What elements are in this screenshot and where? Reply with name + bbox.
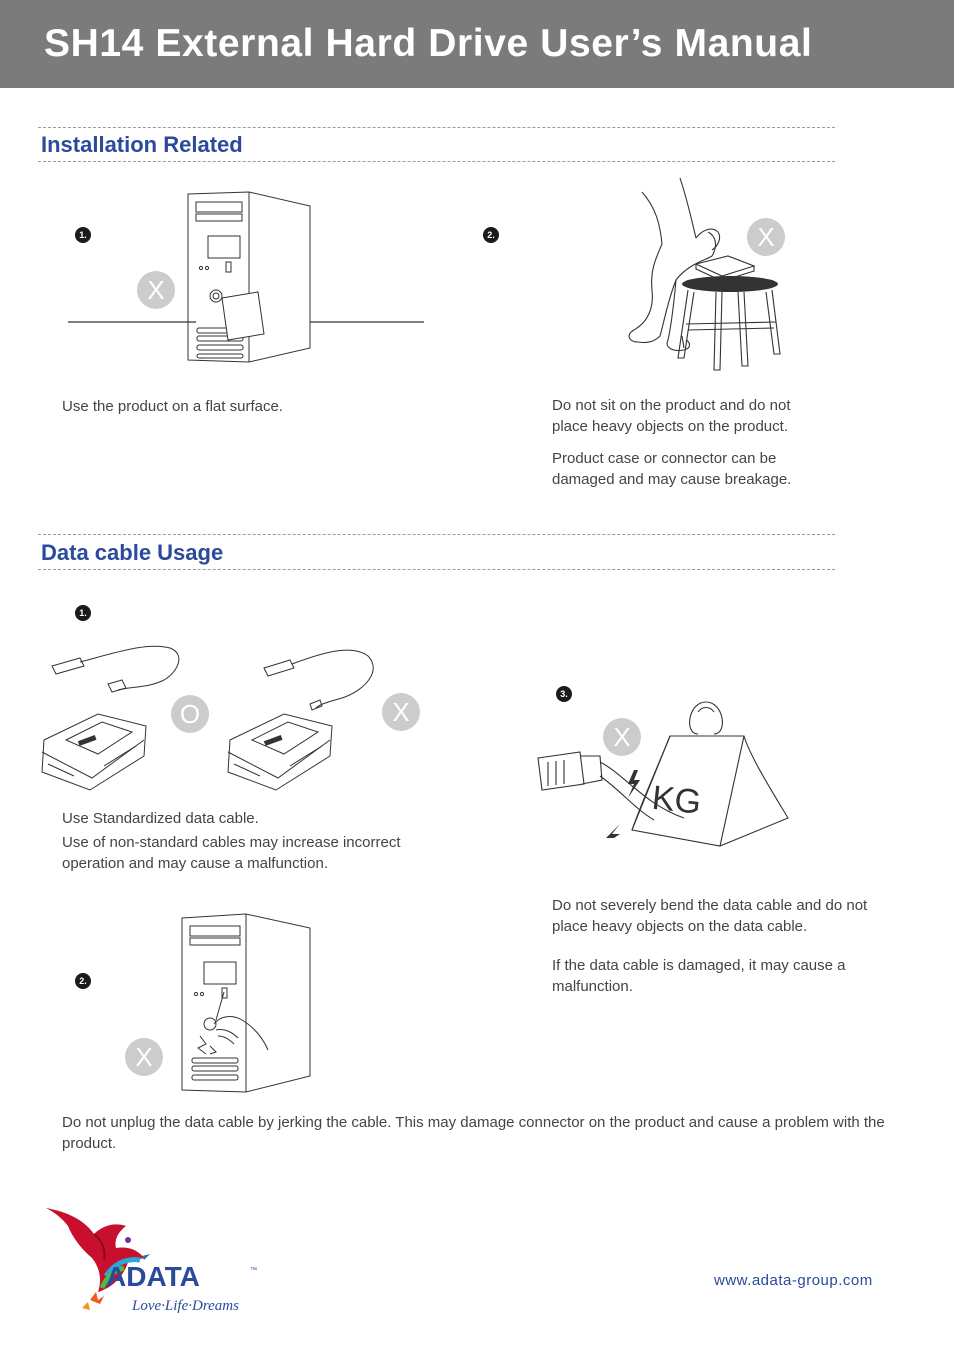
divider [38,569,835,570]
non-standard-cable-drive-illustration [224,642,380,798]
wrong-mark-label: X [613,722,631,752]
installation-item-2-text-1: Do not sit on the product and do not place heavy objects on the product. [552,397,791,435]
standard-cable-drive-illustration [38,640,188,798]
wrong-mark-icon [603,718,641,756]
step-badge-2: 2. [75,973,91,989]
divider [38,127,835,128]
wrong-mark-label: X [135,1042,153,1072]
cable-item-2-text: Do not unplug the data cable by jerking the cable. This may damage connector on the product and cause a problem with the product. [62,1114,885,1152]
divider [38,534,835,535]
unplug-cable-illustration [180,910,312,1094]
section-title-installation: Installation Related [41,132,243,157]
wrong-mark-icon [747,218,785,256]
step-badge-2: 2. [483,227,499,243]
wrong-mark-icon [125,1038,163,1076]
trademark: ™ [250,1267,257,1274]
cable-item-3-text-1: Do not severely bend the data cable and do not place heavy objects on the data cable. [552,897,868,935]
wrong-mark-icon [137,271,175,309]
weight-on-cable-illustration [534,696,794,852]
brand-name: ADATA [106,1261,200,1292]
right-mark-label: O [179,699,201,729]
cable-item-3-text-2: If the data cable is damaged, it may cause a malfunction. [552,957,846,995]
page-header [0,0,954,88]
installation-item-2-text-2: Product case or connector can be damaged and may cause breakage. [552,450,792,488]
website-link[interactable]: www.adata-group.com [714,1272,873,1289]
step-badge-1: 1. [75,605,91,621]
page-title: SH14 External Hard Drive User’s Manual [44,22,813,65]
right-mark-icon [171,695,209,733]
tower-on-edge-illustration [66,188,428,366]
wrong-mark-label: X [392,697,410,727]
wrong-mark-label: X [757,222,775,252]
weight-label: KG [650,778,703,822]
divider [38,161,835,162]
wrong-mark-label: X [147,275,165,305]
step-badge-3: 3. [556,686,572,702]
cable-item-1-text-2: Use of non-standard cables may increase incorrect operation and may cause a malfunction. [62,834,401,872]
adata-logo [44,1196,266,1320]
section-title-cable: Data cable Usage [41,540,224,565]
step-badge-1: 1. [75,227,91,243]
cable-item-1-text-1: Use Standardized data cable. [62,810,259,827]
person-sitting-illustration [616,172,792,374]
installation-item-1-text: Use the product on a flat surface. [62,398,283,415]
brand-tagline: Love·Life·Dreams [132,1298,239,1314]
wrong-mark-icon [382,693,420,731]
